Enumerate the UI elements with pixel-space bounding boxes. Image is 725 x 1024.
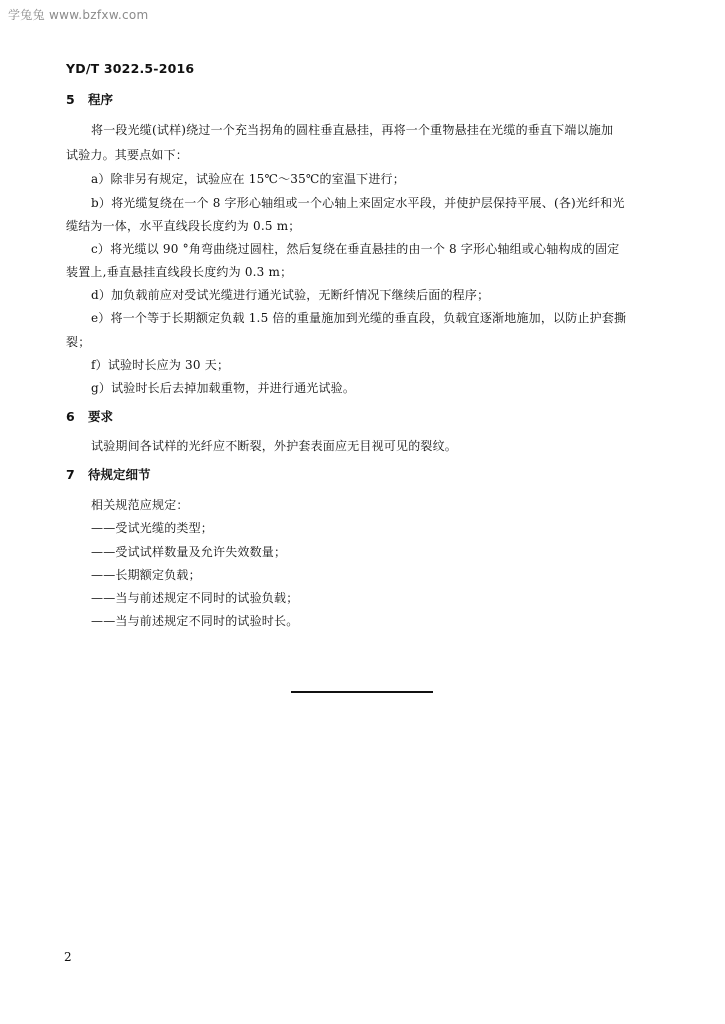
section-number: 7 bbox=[66, 467, 75, 482]
watermark-text: 学兔兔 www.bzfxw.com bbox=[8, 8, 149, 22]
section-7-heading bbox=[66, 465, 151, 483]
page-number: 2 bbox=[64, 950, 72, 964]
section-6-heading bbox=[66, 407, 113, 425]
list-item-c: c）将光缆以 90 °角弯曲绕过圆柱，然后复绕在垂直悬挂的由一个 8 字形心轴组或心轴构成的固定 bbox=[91, 242, 620, 256]
end-rule bbox=[291, 691, 433, 693]
document-id-header: YD/T 3022.5-2016 bbox=[66, 61, 195, 76]
list-item-e-continued: 裂； bbox=[66, 335, 91, 349]
list-item-e: e）将一个等于长期额定负载 1.5 倍的重量施加到光缆的垂直段，负载宜逐渐地施加，以防止护套撕 bbox=[91, 311, 627, 325]
list-item-c-continued: 装置上,垂直悬挂直线段长度约为 0.3 m； bbox=[66, 265, 293, 279]
list-item-g: g）试验时长后去掉加载重物，并进行通光试验。 bbox=[91, 381, 356, 395]
paragraph-line: 试验期间各试样的光纤应不断裂，外护套表面应无目视可见的裂纹。 bbox=[91, 439, 458, 453]
list-item-f: f）试验时长应为 30 天； bbox=[91, 358, 230, 372]
list-item-b-continued: 缆结为一体，水平直线段长度约为 0.5 m； bbox=[66, 219, 301, 233]
section-title: 待规定细节 bbox=[88, 467, 151, 482]
list-item-d: d）加负载前应对受试光缆进行通光试验，无断纤情况下继续后面的程序； bbox=[91, 288, 490, 302]
paragraph-line: 试验力。其要点如下： bbox=[66, 148, 189, 162]
section-title: 要求 bbox=[88, 409, 114, 424]
paragraph-line: 将一段光缆(试样)绕过一个充当拐角的圆柱垂直悬挂，再将一个重物悬挂在光缆的垂直下端以施加 bbox=[91, 123, 614, 137]
list-item: ——当与前述规定不同时的试验时长。 bbox=[91, 614, 299, 628]
list-item: ——长期额定负载； bbox=[91, 568, 201, 582]
section-number: 5 bbox=[66, 92, 75, 107]
list-item-a: a）除非另有规定，试验应在 15℃～35℃的室温下进行； bbox=[91, 172, 405, 186]
paragraph-line: 相关规范应规定： bbox=[91, 498, 189, 512]
section-5-heading bbox=[66, 90, 113, 108]
section-number: 6 bbox=[66, 409, 75, 424]
list-item: ——当与前述规定不同时的试验负载； bbox=[91, 591, 299, 605]
list-item: ——受试光缆的类型； bbox=[91, 521, 214, 535]
section-title: 程序 bbox=[88, 92, 114, 107]
list-item-b: b）将光缆复绕在一个 8 字形心轴组或一个心轴上来固定水平段，并使护层保持平展、(各)光纤和光 bbox=[91, 196, 625, 210]
list-item: ——受试试样数量及允许失效数量； bbox=[91, 545, 287, 559]
